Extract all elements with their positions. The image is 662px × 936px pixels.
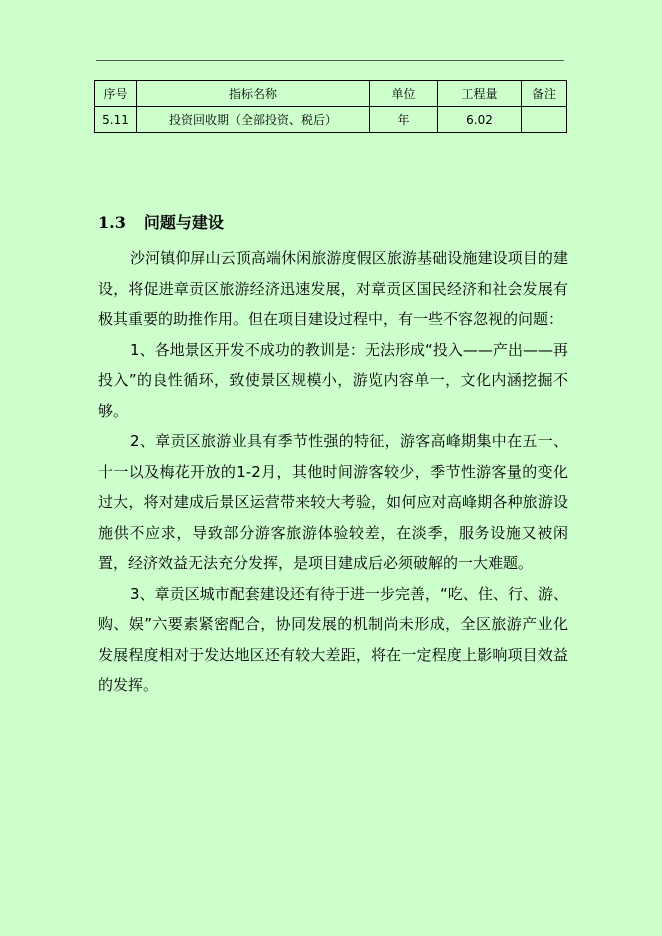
paragraph-issue-1: 1、各地景区开发不成功的教训是：无法形成“投入——产出——再投入”的良性循环，致使景区规模小，游览内容单一，文化内涵挖掘不够。 [98,340,568,420]
cell-indicator-name: 投资回收期（全部投资、税后） [137,107,370,133]
table-header-row [95,81,567,107]
header-cell-quantity: 工程量 [438,81,522,107]
header-cell-unit: 单位 [370,81,438,107]
paragraph-intro: 沙河镇仰屏山云顶高端休闲旅游度假区旅游基础设施建设项目的建设，将促进章贡区旅游经济迅速发展，对章贡区国民经济和社会发展有极其重要的助推作用。但在项目建设过程中，有一些不容忽视的问题： [98,249,568,328]
section-title: 问题与建设 [143,213,224,232]
table-row [95,107,567,133]
paragraph-issue-3: 3、章贡区城市配套建设还有待于进一步完善，“吃、住、行、游、购、娱”六要素紧密配合，协同发展的机制尚未形成，全区旅游产业化发展程度相对于发达地区还有较大差距，将在一定程度上影响项目效益的发挥。 [98,584,568,694]
section-body [98,243,568,701]
cell-quantity: 6.02 [438,107,522,133]
header-cell-index: 序号 [95,81,137,107]
paragraph-issue-2: 2、章贡区旅游业具有季节性强的特征，游客高峰期集中在五一、十一以及梅花开放的1-2月，其他时间游客较少，季节性游客量的变化过大，将对建成后景区运营带来较大考验，如何应对高峰期各种旅游设施供不应求，导致部分游客旅游体验较差，在淡季，服务设施又被闲置，经济效益无法充分发挥，是项目建成后必须破解的一大难题。 [98,432,568,572]
cell-remarks [522,107,567,133]
header-cell-remarks: 备注 [522,81,567,107]
header-rule [96,60,564,61]
cell-index: 5.11 [95,107,137,133]
section-heading [98,210,224,233]
header-cell-indicator-name: 指标名称 [137,81,370,107]
cell-unit: 年 [370,107,438,133]
section-number: 1.3 [98,213,126,232]
indicator-table [94,80,567,133]
